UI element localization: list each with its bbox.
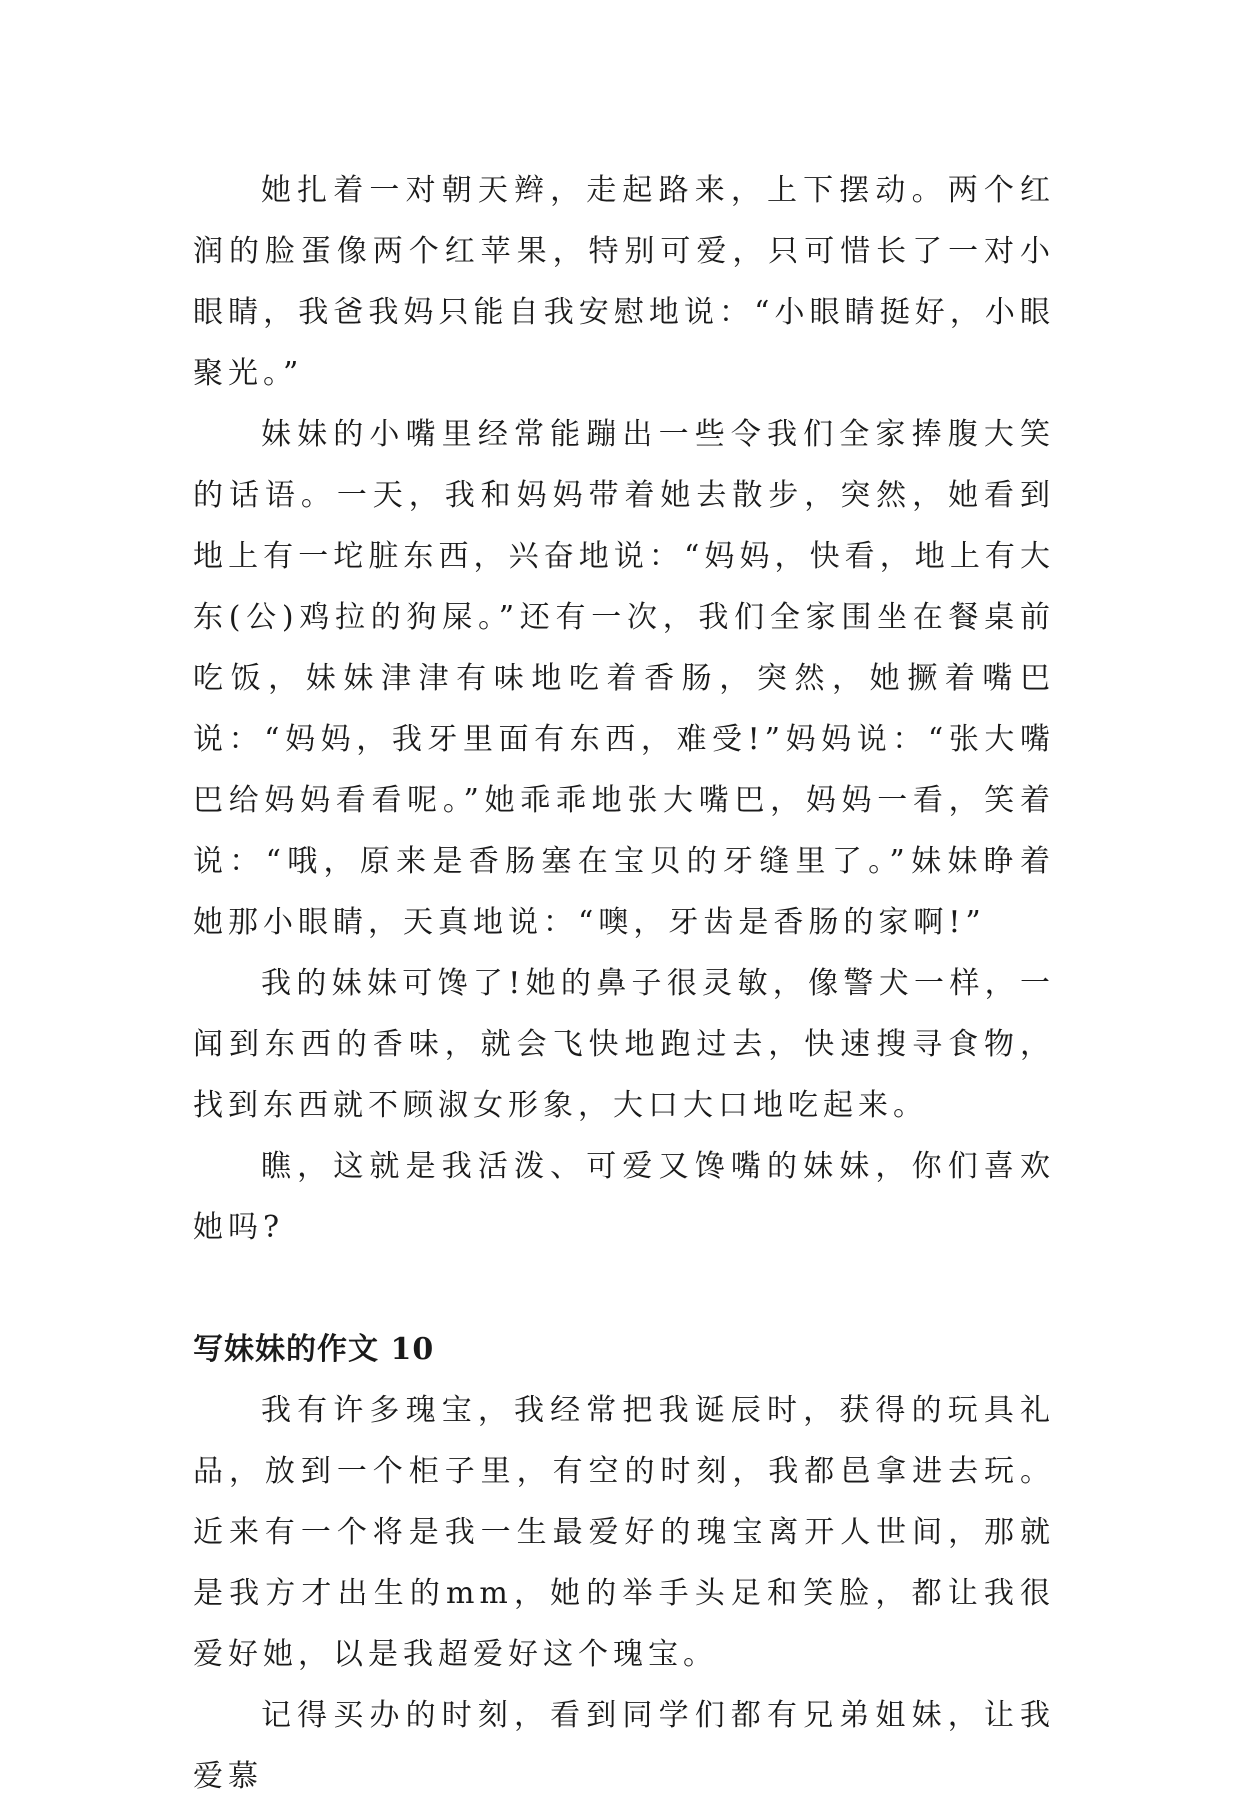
paragraph: 妹妹的小嘴里经常能蹦出一些令我们全家捧腹大笑的话语。一天，我和妈妈带着她去散步，突然，她看到地上有一坨脏东西，兴奋地说：“妈妈，快看，地上有大东(公)鸡拉的狗屎。”还有一次，我们全家围坐在餐桌前吃饭，妹妹津津有味地吃着香肠，突然，她撅着嘴巴说：“妈妈，我牙里面有东西，难受!”妈妈说：“张大嘴巴给妈妈看看呢。”她乖乖地张大嘴巴，妈妈一看，笑着说：“哦，原来是香肠塞在宝贝的牙缝里了。”妹妹睁着她那小眼睛，天真地说：“噢，牙齿是香肠的家啊!” [193,417,1055,940]
paragraph: 我的妹妹可馋了!她的鼻子很灵敏，像警犬一样，一闻到东西的香味，就会飞快地跑过去，快速搜寻食物，找到东西就不顾淑女形象，大口大口地吃起来。 [193,966,1055,1123]
paragraph: 她扎着一对朝天辫，走起路来，上下摆动。两个红润的脸蛋像两个红苹果，特别可爱，只可惜长了一对小眼睛，我爸我妈只能自我安慰地说：“小眼睛挺好，小眼聚光。” [193,173,1055,391]
paragraph: 瞧，这就是我活泼、可爱又馋嘴的妹妹，你们喜欢她吗? [193,1149,1055,1245]
paragraph: 我有许多瑰宝，我经常把我诞辰时，获得的玩具礼品，放到一个柜子里，有空的时刻，我都邑拿进去玩。近来有一个将是我一生最爱好的瑰宝离开人世间，那就是我方才出生的mm，她的举手头足和笑脸，都让我很爱好她，以是我超爱好这个瑰宝。 [193,1393,1055,1672]
section-heading: 写妹妹的作文 10 [193,1332,435,1367]
document-body [193,160,1055,1807]
paragraph: 记得买办的时刻，看到同学们都有兄弟姐妹，让我爱慕 [193,1698,1055,1794]
